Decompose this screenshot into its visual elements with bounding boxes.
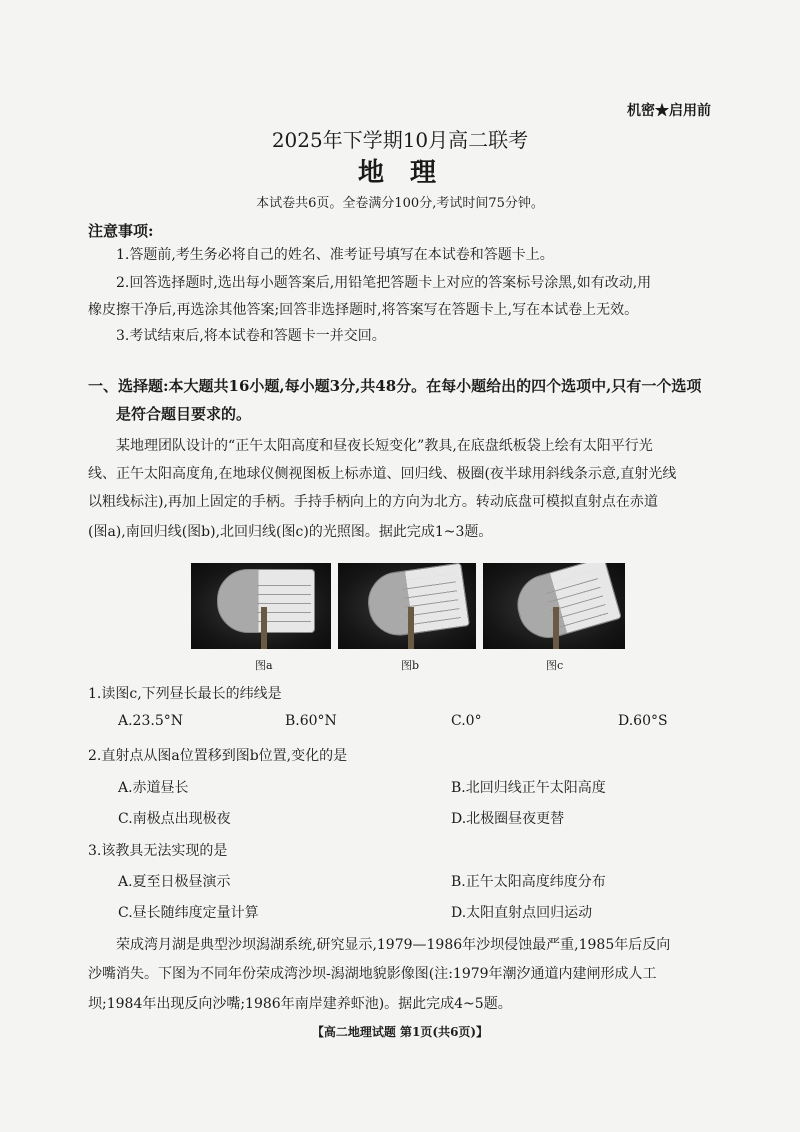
question-2-stem: 2.直射点从图a位置移到图b位置,变化的是 [88,748,348,764]
page-footer: 【高二地理试题 第1页(共6页)】 [311,1025,489,1039]
passage-2-line-3: 坝;1984年出现反向沙嘴;1986年南岸建养虾池)。据此完成4~5题。 [88,996,512,1012]
question-3-option-d: D.太阳直射点回归运动 [451,905,593,921]
question-1-option-a: A.23.5°N [118,713,183,729]
question-3-option-c: C.昼长随纬度定量计算 [118,905,259,921]
figure-c-caption: 图c [546,659,564,672]
question-3-stem: 3.该教具无法实现的是 [88,843,228,859]
section-heading-line-1: 一、选择题:本大题共16小题,每小题3分,共48分。在每小题给出的四个选项中,只有一个选项 [88,377,702,395]
question-1-option-b: B.60°N [285,713,337,729]
passage-1-line-3: 以粗线标注),再加上固定的手柄。手持手柄向上的方向为北方。转动底盘可模拟直射点在赤道 [88,494,658,510]
question-3-option-a: A.夏至日极昼演示 [118,874,231,890]
exam-title: 2025年下学期10月高二联考 [271,128,529,152]
subject-char-2: 理 [410,158,443,188]
section-heading-line-2: 是符合题目要求的。 [116,405,252,423]
notice-item-3: 3.考试结束后,将本试卷和答题卡一并交回。 [116,328,386,344]
question-1-option-d: D.60°S [618,713,668,729]
notice-item-1: 1.答题前,考生务必将自己的姓名、准考证号填写在本试卷和答题卡上。 [116,247,554,263]
question-2-option-a: A.赤道昼长 [118,780,189,796]
passage-1-line-2: 线、正午太阳高度角,在地球仪侧视图板上标赤道、回归线、极圈(夜半球用斜线条示意,直射光线 [88,466,677,482]
subject-char-1: 地 [357,158,390,188]
confidential-mark: 机密★启用前 [627,103,711,119]
question-2-option-d: D.北极圈昼夜更替 [451,811,565,827]
passage-2-line-1: 荣成湾月湖是典型沙坝潟湖系统,研究显示,1979—1986年沙坝侵蚀最严重,1985年后反向 [116,937,671,953]
figure-c-photo [483,563,625,649]
notice-item-2-line-1: 2.回答选择题时,选出每小题答案后,用铅笔把答题卡上对应的答案标号涂黑,如有改动,用 [116,275,652,291]
question-2-option-b: B.北回归线正午太阳高度 [451,780,606,796]
question-1-option-c: C.0° [451,713,482,729]
figure-b-photo [338,563,476,649]
handle [553,607,559,649]
handle [261,607,267,649]
passage-2-line-2: 沙嘴消失。下图为不同年份荣成湾沙坝-潟湖地貌影像图(注:1979年潮汐通道内建闸形成人工 [88,966,657,982]
question-1-stem: 1.读图c,下列昼长最长的纬线是 [88,686,282,702]
passage-1-line-1: 某地理团队设计的“正午太阳高度和昼夜长短变化”教具,在底盘纸板袋上绘有太阳平行光 [116,438,653,454]
figure-a-caption: 图a [255,659,273,672]
subject-title [0,152,800,189]
figure-b-caption: 图b [401,659,420,672]
notice-title: 注意事项: [88,222,154,240]
passage-1-line-4: (图a),南回归线(图b),北回归线(图c)的光照图。据此完成1~3题。 [88,524,493,540]
handle [408,607,414,649]
figure-a-photo [191,563,331,649]
question-3-option-b: B.正午太阳高度纬度分布 [451,874,606,890]
notice-item-2-line-2: 橡皮擦干净后,再选涂其他答案;回答非选择题时,将答案写在答题卡上,写在本试卷上无效。 [88,302,639,318]
exam-meta: 本试卷共6页。全卷满分100分,考试时间75分钟。 [256,196,544,211]
question-2-option-c: C.南极点出现极夜 [118,811,231,827]
